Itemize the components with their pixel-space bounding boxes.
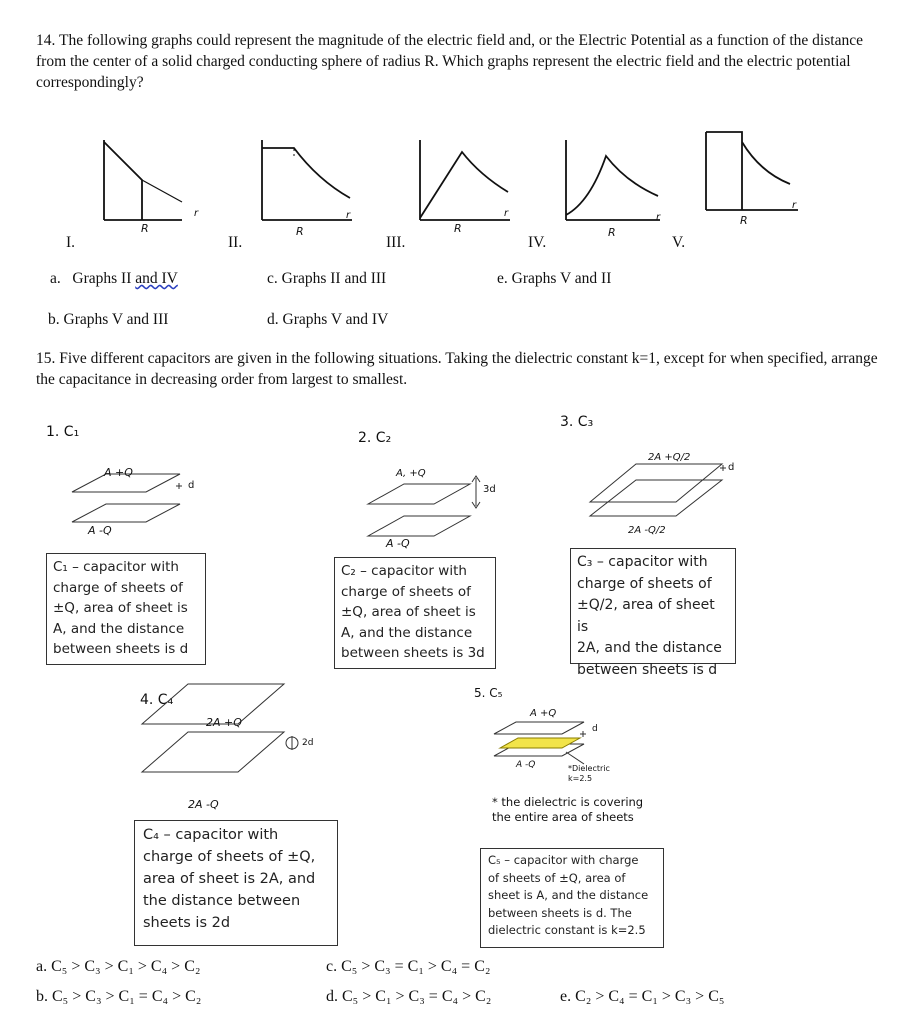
cap-4-top-label: 2A +Q (206, 716, 242, 729)
cap-2-bot-label: A -Q (386, 537, 410, 550)
cap-4-description: C₄ – capacitor with charge of sheets of ±Q, area of sheet is 2A, and the distance between sheets is 2d (134, 820, 338, 946)
capacitor-5-plates (494, 722, 586, 764)
q14-option-a[interactable]: a. Graphs II and IV (50, 270, 178, 287)
q15-option-a[interactable]: a. C₅ > C₃ > C₁ > C₄ > C₂ (36, 958, 201, 975)
cap-1-bot-label: A -Q (88, 524, 112, 537)
graph-iii-r-label: r (504, 208, 509, 219)
cap-5-dielectric-label: *Dielectric (568, 764, 610, 773)
cap-3-top-label: 2A +Q/2 (648, 452, 691, 463)
graph-iv (566, 140, 660, 220)
cap-4-gap-label: 2d (302, 738, 314, 748)
graph-label-ii: II. (228, 234, 243, 251)
question-15-text: 15. Five different capacitors are given in the following situations. Taking the dielectric constant k=1, except for when specified, arrange the capacitance in decreasing order from largest to smallest. (36, 350, 878, 388)
graph-v (706, 132, 798, 210)
q15-option-e[interactable]: e. C₂ > C₄ = C₁ > C₃ > C₅ (560, 988, 725, 1005)
cap-1-gap-label: d (188, 480, 195, 491)
cap-5-top-label: A +Q (530, 708, 557, 719)
q14-option-e[interactable]: e. Graphs V and II (497, 270, 612, 287)
graph-v-r-label: r (792, 200, 797, 211)
capacitor-1-plates (72, 474, 182, 522)
cap-3-description: C₃ – capacitor with charge of sheets of ±Q/2, area of sheet is 2A, and the distance between sheets is d (570, 548, 736, 664)
cap-2-gap-label: 3d (483, 484, 496, 495)
q14-option-d[interactable]: d. Graphs V and IV (267, 311, 389, 328)
cap-1-top-label: A +Q (104, 466, 133, 479)
graph-iii (420, 140, 510, 220)
graphs-panel (0, 120, 922, 260)
graph-iv-R-label: R (608, 226, 616, 239)
cap-1-label: 1. C₁ (46, 424, 80, 440)
graph-ii-r-label: r (346, 210, 351, 221)
graph-label-iv: IV. (528, 234, 547, 251)
cap-5-label: 5. C₅ (474, 686, 503, 700)
graph-iii-R-label: R (454, 222, 462, 235)
graph-iv-r-label: r (656, 212, 661, 223)
cap-2-top-label: A, +Q (396, 468, 426, 479)
cap-3-label: 3. C₃ (560, 414, 594, 430)
graph-i (104, 140, 182, 220)
cap-5-bot-label: A -Q (516, 760, 536, 770)
capacitor-2-plates (368, 476, 480, 536)
graph-label-v: V. (672, 234, 686, 251)
cap-3-gap-label: d (728, 462, 735, 473)
cap-4-bot-label: 2A -Q (188, 798, 219, 811)
cap-5-note: * the dielectric is covering the entire area of sheets (492, 795, 644, 824)
cap-4-label: 4. C₄ (140, 692, 174, 708)
cap-3-bot-label: 2A -Q/2 (628, 525, 666, 536)
graph-v-R-label: R (740, 214, 748, 227)
q15-option-b[interactable]: b. C₅ > C₃ > C₁ = C₄ > C₂ (36, 988, 202, 1005)
capacitor-3-plates (590, 464, 726, 516)
q14-option-b[interactable]: b. Graphs V and III (48, 311, 169, 328)
graph-ii-R-label: R (296, 225, 304, 238)
graph-label-iii: III. (386, 234, 406, 251)
q14-option-c[interactable]: c. Graphs II and III (267, 270, 387, 287)
cap-2-label: 2. C₂ (358, 430, 392, 446)
cap-2-description: C₂ – capacitor with charge of sheets of ±Q, area of sheet is A, and the distance between sheets is 3d (334, 557, 496, 669)
graph-label-i: I. (66, 234, 76, 251)
question-14-text: 14. The following graphs could represent the magnitude of the electric field and, or the Electric Potential as a function of the distance from the center of a solid charged conducting sphere of radius R. Which graphs represent the electric field and the electric potential correspondingly? (36, 32, 863, 91)
graph-ii (262, 140, 352, 220)
q15-option-d[interactable]: d. C₅ > C₁ > C₃ = C₄ > C₂ (326, 988, 492, 1005)
cap-5-k-label: k=2.5 (568, 774, 593, 783)
cap-1-description: C₁ – capacitor with charge of sheets of ±Q, area of sheet is A, and the distance between sheets is d (46, 553, 206, 665)
cap-5-description: C₅ – capacitor with charge of sheets of ±Q, area of sheet is A, and the distance between sheets is d. The dielectric constant is k=2.5 (480, 848, 664, 948)
q15-option-c[interactable]: c. C₅ > C₃ = C₁ > C₄ = C₂ (326, 958, 491, 975)
cap-5-gap-label: d (592, 724, 598, 734)
graph-i-R-label: R (141, 222, 149, 235)
graph-i-r-label: r (194, 208, 199, 219)
